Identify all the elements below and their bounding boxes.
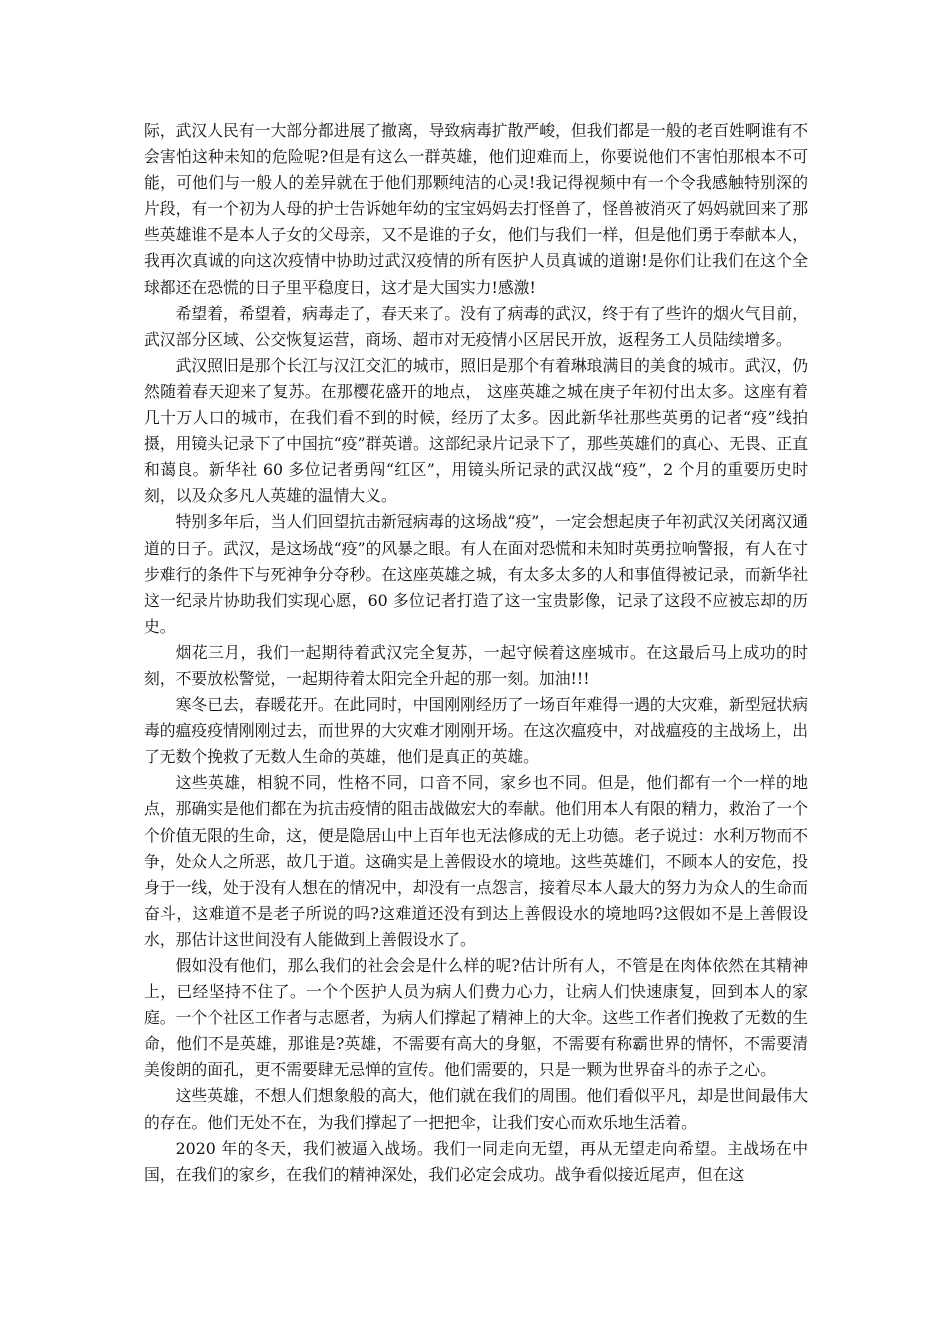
paragraph-8: 假如没有他们，那么我们的社会会是什么样的呢?估计所有人，不管是在肉体依然在其精神上，已经坚持不住了。一个个医护人员为病人们费力心力，让病人们快速康复，回到本人的家庭。一个个社区工作者与志愿者，为病人们撑起了精神上的大伞。这些工作者们挽救了无数的生命，他们不是英雄，那谁是?英雄，不需要有高大的身躯，不需要有称霸世界的情怀，不需要清美俊朗的面孔，更不需要肆无忌惮的宣传。他们需要的，只是一颗为世界奋斗的赤子之心。 (144, 956, 808, 1080)
document-body (144, 118, 808, 1188)
paragraph-9: 这些英雄，不想人们想象般的高大，他们就在我们的周围。他们看似平凡，却是世间最伟大的存在。他们无处不在，为我们撑起了一把把伞，让我们安心而欢乐地生活着。 (144, 1086, 808, 1132)
paragraph-5: 烟花三月，我们一起期待着武汉完全复苏，一起守候着这座城市。在这最后马上成功的时刻，不要放松警觉，一起期待着太阳完全升起的那一刻。加油!!! (144, 642, 808, 688)
paragraph-1: 际，武汉人民有一大部分都进展了撤离，导致病毒扩散严峻，但我们都是一般的老百姓啊谁有不会害怕这种未知的危险呢?但是有这么一群英雄，他们迎难而上，你要说他们不害怕那根本不可能，可他们与一般人的差异就在于他们那颗纯洁的心灵!我记得视频中有一个令我感触特别深的片段，有一个初为人母的护士告诉她年幼的宝宝妈妈去打怪兽了，怪兽被消灭了妈妈就回来了那些英雄谁不是本人子女的父母亲，又不是谁的子女，他们与我们一样，但是他们勇于奉献本人，我再次真诚的向这次疫情中协助过武汉疫情的所有医护人员真诚的道谢!是你们让我们在这个全球都还在恐慌的日子里平稳度日，这才是大国实力!感激! (144, 121, 808, 297)
paragraph-4: 特别多年后，当人们回望抗击新冠病毒的这场战“疫”，一定会想起庚子年初武汉关闭离汉通道的日子。武汉，是这场战“疫”的风暴之眼。有人在面对恐慌和未知时英勇拉响警报，有人在寸步难行的条件下与死神争分夺秒。在这座英雄之城，有太多太多的人和事值得被记录，而新华社这一纪录片协助我们实现心愿，60 多位记者打造了这一宝贵影像，记录了这段不应被忘却的历史。 (144, 512, 808, 636)
paragraph-2: 希望着，希望着，病毒走了，春天来了。没有了病毒的武汉，终于有了些许的烟火气目前，武汉部分区域、公交恢复运营，商场、超市对无疫情小区居民开放，返程务工人员陆续增多。 (144, 303, 808, 349)
paragraph-7: 这些英雄，相貌不同，性格不同，口音不同，家乡也不同。但是，他们都有一个一样的地点，那确实是他们都在为抗击疫情的阻击战做宏大的奉献。他们用本人有限的精力，救治了一个个价值无限的生命，这，便是隐居山中上百年也无法修成的无上功德。老子说过：水利万物而不争，处众人之所恶，故几于道。这确实是上善假设水的境地。这些英雄们，不顾本人的安危，投身于一线，处于没有人想在的情况中，却没有一点怨言，接着尽本人最大的努力为众人的生命而奋斗，这难道不是老子所说的吗?这难道还没有到达上善假设水的境地吗?这假如不是上善假设水，那估计这世间没有人能做到上善假设水了。 (144, 773, 808, 949)
paragraph-6: 寒冬已去，春暖花开。在此同时，中国刚刚经历了一场百年难得一遇的大灾难，新型冠状病毒的瘟疫疫情刚刚过去，而世界的大灾难才刚刚开场。在这次瘟疫中，对战瘟疫的主战场上，出了无数个挽救了无数人生命的英雄，他们是真正的英雄。 (144, 695, 808, 767)
paragraph-10: 2020 年的冬天，我们被逼入战场。我们一同走向无望，再从无望走向希望。主战场在中国，在我们的家乡，在我们的精神深处，我们必定会成功。战争看似接近尾声，但在这 (144, 1138, 808, 1184)
paragraph-3: 武汉照旧是那个长江与汉江交汇的城市，照旧是那个有着琳琅满目的美食的城市。武汉，仍然随着春天迎来了复苏。在那樱花盛开的地点， 这座英雄之城在庚子年初付出太多。这座有着几十万人口的城市，在我们看不到的时候，经历了太多。因此新华社那些英勇的记者“疫”线拍摄，用镜头记录下了中国抗“疫”群英谱。这部纪录片记录下了，那些英雄们的真心、无畏、正直和蔼良。新华社 60 多位记者勇闯“红区”，用镜头所记录的武汉战“疫”，2 个月的重要历史时刻，以及众多凡人英雄的温情大义。 (144, 355, 808, 506)
